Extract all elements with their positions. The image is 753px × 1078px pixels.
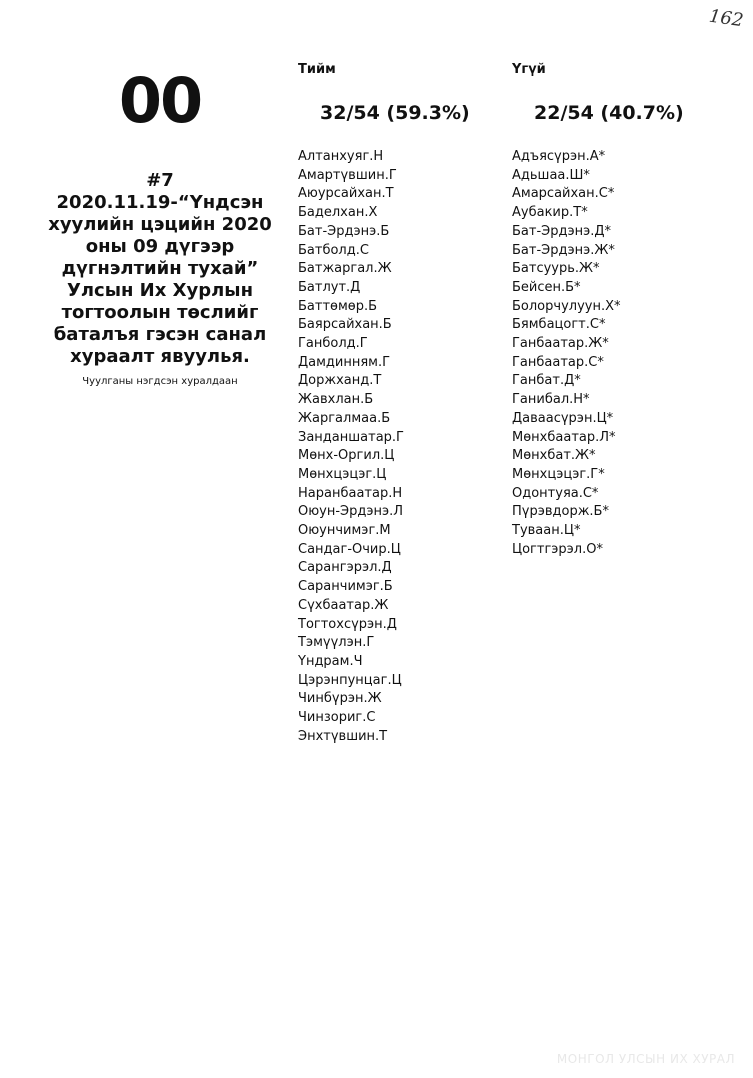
member-name: Туваан.Ц* (512, 523, 581, 539)
session-type: Чуулганы нэгдсэн хуралдаан (82, 376, 238, 387)
member-name: Баделхан.Х (298, 205, 378, 221)
member-name: Бейсен.Б* (512, 279, 581, 295)
member-name: Мөнхбаатар.Л* (512, 429, 616, 445)
no-name-list (512, 148, 684, 559)
member-name: Мөнхцэцэг.Ц (298, 466, 387, 482)
no-count: 22/54 (40.7%) (534, 102, 684, 124)
member-name: Цогтгэрэл.О* (512, 541, 603, 557)
member-name: Чинзориг.С (298, 710, 376, 726)
member-name: Батлут.Д (298, 279, 361, 295)
member-name: Батболд.С (298, 242, 369, 258)
motion-summary (45, 60, 275, 387)
member-name: Адъясүрэн.А* (512, 149, 606, 164)
member-name: Бат-Эрдэнэ.Б (298, 223, 390, 239)
member-name: Бямбацогт.С* (512, 317, 606, 333)
member-name: Аюурсайхан.Т (298, 186, 394, 202)
member-name: Ганбаатар.С* (512, 354, 604, 370)
member-name: Тогтохсүрэн.Д (298, 616, 397, 632)
member-name: Ганбаатар.Ж* (512, 336, 609, 352)
member-name: Бат-Эрдэнэ.Ж* (512, 242, 615, 258)
yes-column (298, 62, 470, 747)
member-name: Батсуурь.Ж* (512, 261, 600, 277)
member-name: Амарсайхан.С* (512, 186, 615, 202)
member-name: Сарангэрэл.Д (298, 560, 392, 576)
yes-header: Тийм (298, 62, 336, 77)
session-code: 00 (118, 64, 202, 137)
member-name: Тэмүүлэн.Г (298, 635, 375, 651)
page-number: 162 (707, 5, 745, 32)
vote-number: #7 (146, 170, 174, 191)
member-name: Мөнхбат.Ж* (512, 448, 596, 464)
yes-count: 32/54 (59.3%) (320, 102, 470, 124)
member-name: Энхтүвшин.Т (298, 728, 388, 744)
member-name: Ганболд.Г (298, 336, 368, 352)
member-name: Баярсайхан.Б (298, 317, 392, 333)
member-name: Одонтуяа.С* (512, 485, 599, 501)
member-name: Занданшатар.Г (298, 429, 404, 445)
member-name: Пүрэвдорж.Б* (512, 504, 609, 520)
watermark: МОНГОЛ УЛСЫН ИХ ХУРАЛ (556, 1052, 735, 1066)
member-name: Дамдинням.Г (298, 354, 391, 370)
member-name: Саранчимэг.Б (298, 579, 393, 595)
member-name: Наранбаатар.Н (298, 485, 403, 501)
member-name: Амартүвшин.Г (298, 167, 397, 183)
no-column (512, 62, 684, 559)
member-name: Мөнх-Оргил.Ц (298, 448, 395, 464)
member-name: Жаргалмаа.Б (298, 410, 391, 426)
member-name: Даваасүрэн.Ц* (512, 410, 614, 426)
member-name: Адьшаа.Ш* (512, 167, 590, 183)
member-name: Оюун-Эрдэнэ.Л (298, 504, 404, 520)
member-name: Болорчулуун.Х* (512, 298, 621, 314)
member-name: Доржханд.Т (298, 373, 382, 389)
member-name: Оюунчимэг.М (298, 523, 391, 539)
no-header: Үгүй (512, 62, 546, 77)
member-name: Аубакир.Т* (512, 205, 588, 221)
member-name: Үндрам.Ч (298, 653, 363, 669)
yes-name-list (298, 148, 470, 747)
member-name: Алтанхуяг.Н (298, 149, 384, 164)
member-name: Цэрэнпунцаг.Ц (298, 672, 402, 688)
member-name: Баттөмөр.Б (298, 298, 378, 314)
member-name: Ганбат.Д* (512, 373, 581, 389)
member-name: Жавхлан.Б (298, 392, 374, 408)
member-name: Сүхбаатар.Ж (298, 597, 389, 613)
member-name: Сандаг-Очир.Ц (298, 541, 401, 557)
member-name: Бат-Эрдэнэ.Д* (512, 223, 612, 239)
motion-title: 2020.11.19-“Үндсэн хуулийн цэцийн 2020 оны 09 дүгээр дүгнэлтийн тухай” Улсын Их Хурлын тогтоолын төслийг баталъя гэсэн санал хураалт явуулья. (48, 192, 272, 367)
member-name: Батжаргал.Ж (298, 261, 392, 277)
member-name: Мөнхцэцэг.Г* (512, 466, 605, 482)
member-name: Ганибал.Н* (512, 392, 590, 408)
member-name: Чинбүрэн.Ж (298, 691, 382, 707)
